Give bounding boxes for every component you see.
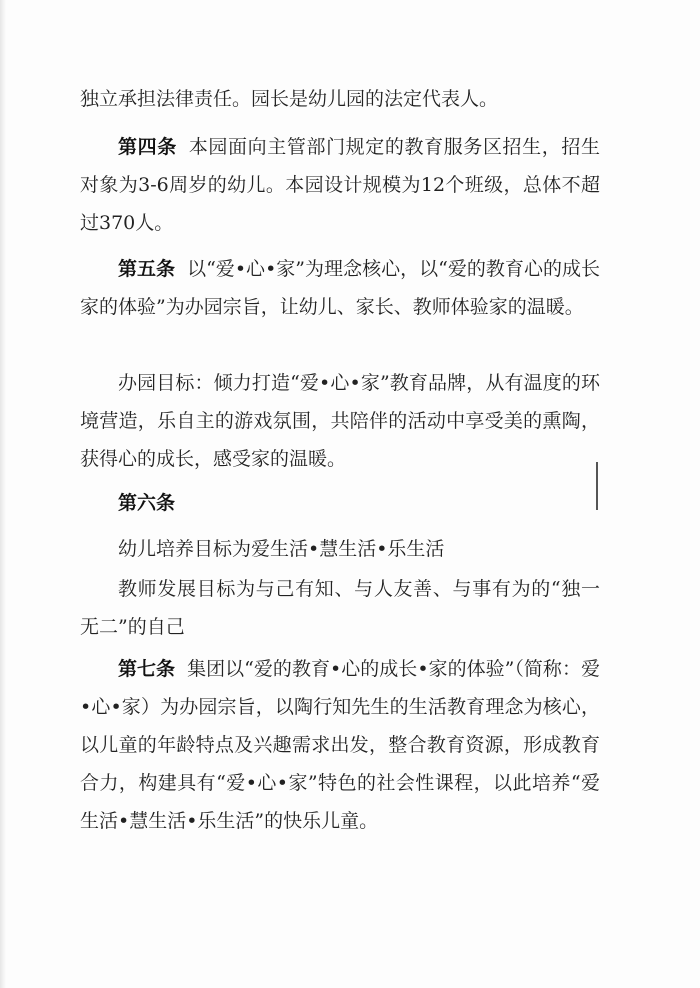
article-4: [80, 128, 600, 242]
article-heading: 第四条: [118, 136, 177, 158]
article-6: [80, 484, 600, 522]
paragraph-text: 教师发展目标为与己有知、与人友善、与事有为的“独一无二”的自己: [80, 578, 600, 638]
article-heading: 第七条: [118, 658, 176, 680]
article-heading: 第五条: [118, 258, 176, 280]
paragraph-continuation: [80, 80, 600, 118]
paragraph-text: 办园目标：倾力打造“爱•心•家”教育品牌，从有温度的环境营造，乐自主的游戏氛围，共陪伴的活动中享受美的熏陶，获得心的成长，感受家的温暖。: [80, 372, 600, 470]
teacher-goal-paragraph: [80, 570, 600, 646]
article-5: [80, 250, 600, 326]
school-goal-paragraph: [80, 364, 600, 478]
child-goal-paragraph: [80, 530, 600, 568]
paragraph-text: 以“爱•心•家”为理念核心，以“爱的教育心的成长 家的体验”为办园宗旨，让幼儿、家长、教师体验家的温暖。: [80, 258, 600, 318]
paragraph-text: 集团以“爱的教育•心的成长•家的体验”（简称：爱•心•家）为办园宗旨，以陶行知先生的生活教育理念为核心，以儿童的年龄特点及兴趣需求出发，整合教育资源，形成教育合力，构建具有“爱•心•家”特色的社会性课程，以此培养“爱生活•慧生活•乐生活”的快乐儿童。: [80, 658, 600, 832]
paragraph-text: 本园面向主管部门规定的教育服务区招生，招生对象为3-6周岁的幼儿。本园设计规模为12个班级，总体不超过370人。: [80, 136, 600, 234]
article-heading: 第六条: [118, 492, 176, 514]
paragraph-text: 幼儿培养目标为爱生活•慧生活•乐生活: [118, 538, 445, 560]
margin-mark: [596, 462, 598, 510]
article-7: [80, 650, 600, 840]
page-edge-shadow: [0, 0, 6, 988]
paragraph-text: 独立承担法律责任。园长是幼儿园的法定代表人。: [80, 88, 499, 110]
